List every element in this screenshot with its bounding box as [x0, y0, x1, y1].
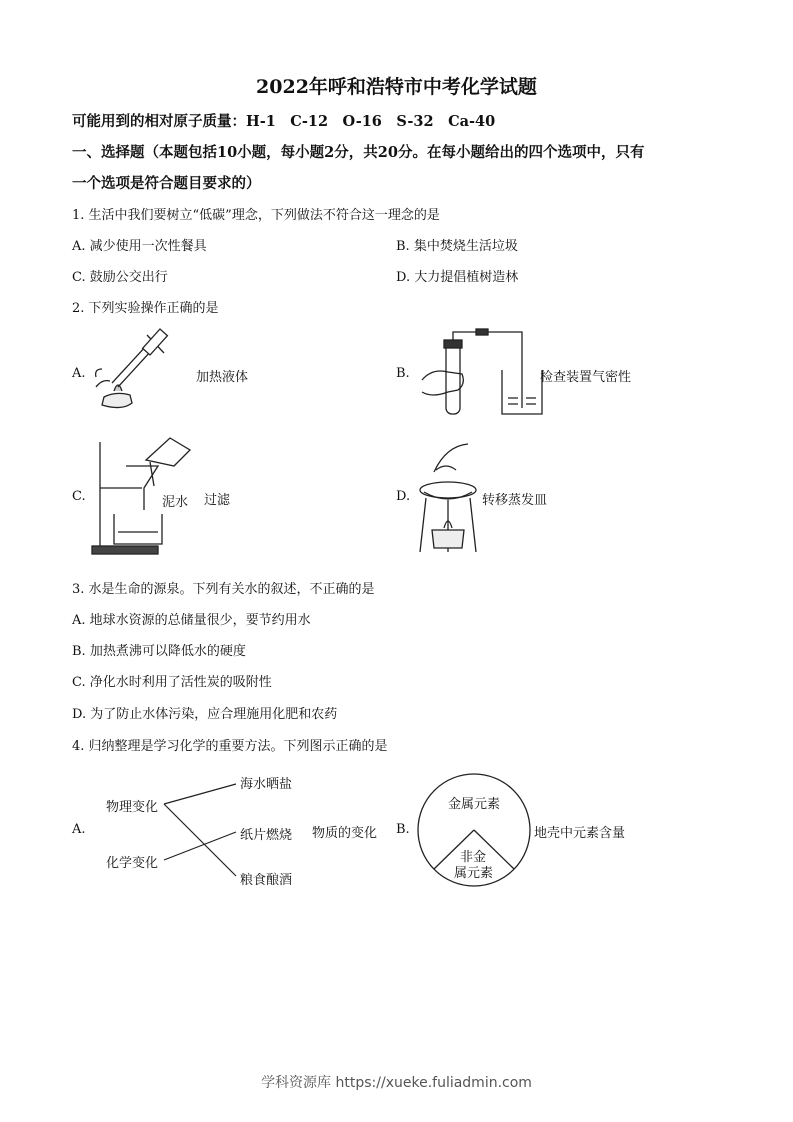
- diagram-metal-elements: 金属元素: [448, 797, 501, 812]
- q3-option-d: D. 为了防止水体污染，应合理施用化肥和农药: [72, 707, 338, 722]
- atomic-mass-line: 可能用到的相对原子质量：H-1 C-12 O-16 S-32 Ca-40: [72, 113, 496, 130]
- diagram-physical-change: 物理变化: [106, 800, 159, 815]
- q3-stem: 3. 水是生命的源泉。下列有关水的叙述，不正确的是: [72, 582, 375, 597]
- q2-option-b-caption: 检查装置气密性: [540, 370, 632, 385]
- q3-option-b: B. 加热煮沸可以降低水的硬度: [72, 644, 246, 659]
- q4-option-b-caption: 地壳中元素含量: [534, 826, 626, 841]
- section-heading-line2: 一个选项是符合题目要求的）: [72, 175, 261, 192]
- q2-option-c-inner-label: 泥水: [162, 495, 189, 510]
- diagram-chemical-change: 化学变化: [106, 856, 159, 871]
- footer-watermark: 学科资源库 https://xueke.fuliadmin.com: [261, 1075, 532, 1091]
- q2-option-b-label: B.: [396, 366, 410, 381]
- q2-option-c-label: C.: [72, 489, 86, 504]
- diagram-grain-brewing: 粮食酿酒: [240, 873, 293, 888]
- q2-stem: 2. 下列实验操作正确的是: [72, 301, 219, 316]
- diagram-paper-burning: 纸片燃烧: [240, 828, 293, 843]
- q2-option-c-caption: 过滤: [204, 493, 231, 508]
- q2-option-d-caption: 转移蒸发皿: [482, 493, 548, 508]
- q2-option-d-label: D.: [396, 489, 411, 504]
- q4-stem: 4. 归纳整理是学习化学的重要方法。下列图示正确的是: [72, 739, 388, 754]
- q2-option-a-label: A.: [72, 366, 86, 381]
- diagram-sea-salt: 海水晒盐: [240, 777, 293, 792]
- evaporating-dish-illustration: [416, 440, 480, 556]
- q3-option-a: A. 地球水资源的总储量很少，要节约用水: [72, 613, 311, 628]
- q3-option-c: C. 净化水时利用了活性炭的吸附性: [72, 675, 272, 690]
- q4-option-a-label: A.: [72, 822, 86, 837]
- q1-option-b: B. 集中焚烧生活垃圾: [396, 239, 518, 254]
- section-heading-line1: 一、选择题（本题包括10小题，每小题2分，共20分。在每小题给出的四个选项中，只有: [72, 144, 645, 161]
- change-classification-diagram: [160, 780, 250, 880]
- diagram-nonmetal-line2: 属元素: [454, 866, 494, 881]
- q1-option-a: A. 减少使用一次性餐具: [72, 239, 207, 254]
- q1-option-d: D. 大力提倡植树造林: [396, 270, 519, 285]
- page-title: 2022年呼和浩特市中考化学试题: [256, 76, 537, 98]
- heating-liquid-illustration: [92, 325, 172, 415]
- diagram-nonmetal-line1: 非金: [460, 850, 487, 865]
- q4-option-a-caption: 物质的变化: [312, 826, 378, 841]
- airtightness-check-illustration: [418, 328, 548, 420]
- q2-option-a-caption: 加热液体: [196, 370, 249, 385]
- q1-stem: 1. 生活中我们要树立“低碳”理念，下列做法不符合这一理念的是: [72, 208, 440, 223]
- q4-option-b-label: B.: [396, 822, 410, 837]
- q1-option-c: C. 鼓励公交出行: [72, 270, 168, 285]
